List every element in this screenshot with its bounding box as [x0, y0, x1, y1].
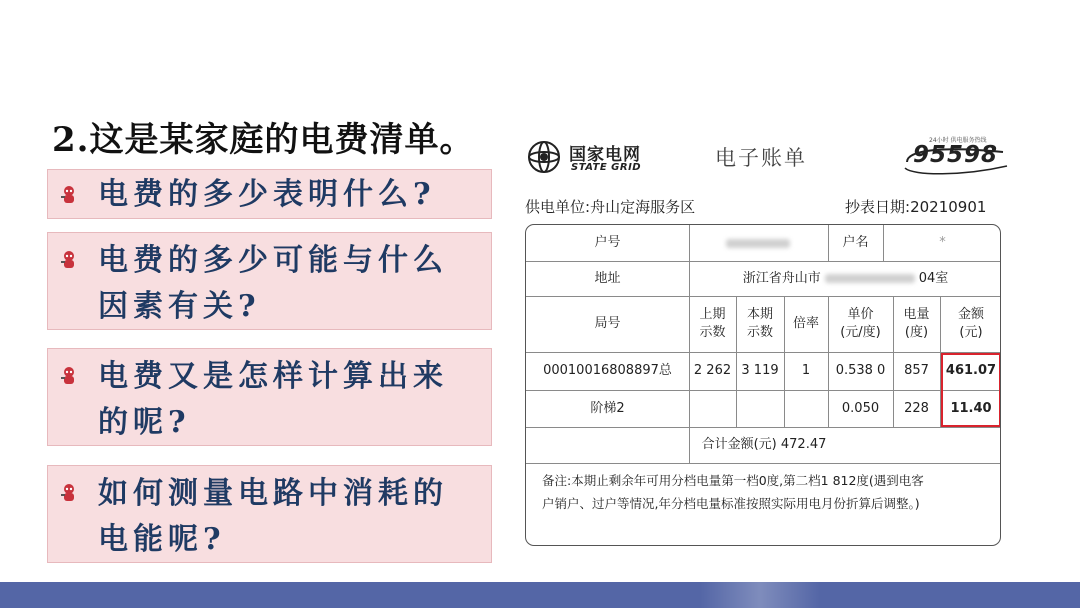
supplier-label: 供电单位: [525, 198, 591, 216]
table-cell-amount: 461.07 [945, 363, 997, 378]
question-mascot-icon [58, 482, 80, 504]
address-redacted [825, 274, 915, 283]
account-label: 户号 [594, 235, 621, 250]
date-label: 抄表日期: [845, 198, 911, 216]
header-amount [940, 296, 1001, 352]
table-cell-prev: 2 262 [693, 363, 732, 378]
question-line: 电费的多少可能与什么 [98, 243, 448, 278]
bill-header [515, 128, 1035, 186]
table-cell-price: 0.538 0 [835, 363, 886, 378]
address-value [689, 261, 1001, 296]
table-cell-mult: 1 [801, 363, 811, 378]
total-row [526, 427, 1001, 463]
question-line: 如何测量电路中消耗的 [98, 476, 448, 511]
header-prev-line: 上期 [699, 307, 726, 322]
hotline-number: 95598 [913, 142, 999, 168]
account-number-redacted [726, 239, 790, 248]
header-prev-line: 示数 [699, 325, 726, 340]
bill-note [542, 469, 990, 515]
amount-highlight-box [941, 353, 1001, 427]
company-name: 国家电网 [569, 145, 641, 165]
question-box-1 [47, 169, 492, 219]
table-cell-price: 0.050 [841, 400, 880, 416]
name-value: * [939, 235, 946, 250]
header-curr-line: 示数 [746, 325, 773, 340]
note-line: 户销户、过户等情况,年分档电量标准按照实际用电月份折算后调整。) [542, 496, 920, 511]
name-label: 户名 [842, 235, 869, 250]
question-box-4 [47, 465, 492, 563]
question-mascot-icon [58, 365, 80, 387]
company-name-en: STATE GRID [571, 162, 642, 173]
header-qty-line: 电量 [903, 307, 930, 322]
header-amount-line: 金额 [957, 307, 984, 322]
bill-title: 电子账单 [715, 146, 807, 170]
note-line: 备注:本期止剩余年可用分档电量第一档0度,第二档1 812度(遇到电客 [542, 473, 924, 488]
question-line: 电费的多少表明什么? [98, 177, 436, 212]
question-line: 电能呢? [98, 522, 226, 557]
header-qty-line: (度) [904, 325, 929, 340]
header-amount-line: (元) [959, 325, 983, 340]
header-price [828, 296, 893, 352]
header-price-line: (元/度) [840, 325, 881, 340]
question-box-2 [47, 232, 492, 330]
table-cell-qty: 228 [904, 400, 929, 416]
question-box-3 [47, 348, 492, 446]
table-cell-meter: 阶梯2 [590, 400, 625, 416]
slide-heading: 2.这是某家庭的电费清单。 [52, 120, 475, 160]
address-label: 地址 [594, 270, 621, 286]
header-price-line: 单价 [847, 307, 874, 322]
table-cell-qty: 857 [904, 363, 929, 378]
header-curr-line: 本期 [746, 307, 773, 322]
question-line: 的呢? [98, 405, 191, 440]
total-label: 合计金额(元) [701, 437, 777, 452]
header-qty [893, 296, 940, 352]
table-cell-curr: 3 119 [741, 363, 779, 378]
address-prefix: 浙江省舟山市 [742, 270, 821, 286]
footer-highlight [700, 582, 820, 608]
table-cell-meter: 00010016808897总 [543, 363, 672, 378]
address-suffix: 04室 [918, 270, 949, 286]
footer-bar [0, 582, 1080, 608]
table-cell-amount: 11.40 [950, 400, 992, 416]
hotline-caption: 24小时 供电服务热线 [929, 137, 987, 144]
question-line: 因素有关? [98, 289, 261, 324]
bill-table [525, 224, 1001, 546]
header-curr [736, 296, 784, 352]
question-line: 电费又是怎样计算出来 [98, 359, 448, 394]
supplier-value: 舟山定海服务区 [590, 198, 696, 216]
date-info [845, 196, 986, 217]
state-grid-logo-icon [527, 140, 561, 174]
question-mascot-icon [58, 249, 80, 271]
supplier-info [525, 196, 695, 217]
header-mult: 倍率 [792, 316, 819, 331]
total-value: 472.47 [780, 437, 827, 452]
electricity-bill [515, 128, 1035, 558]
date-value: 20210901 [910, 198, 987, 216]
question-mascot-icon [58, 184, 80, 206]
header-prev [689, 296, 736, 352]
header-meter: 局号 [594, 316, 621, 331]
